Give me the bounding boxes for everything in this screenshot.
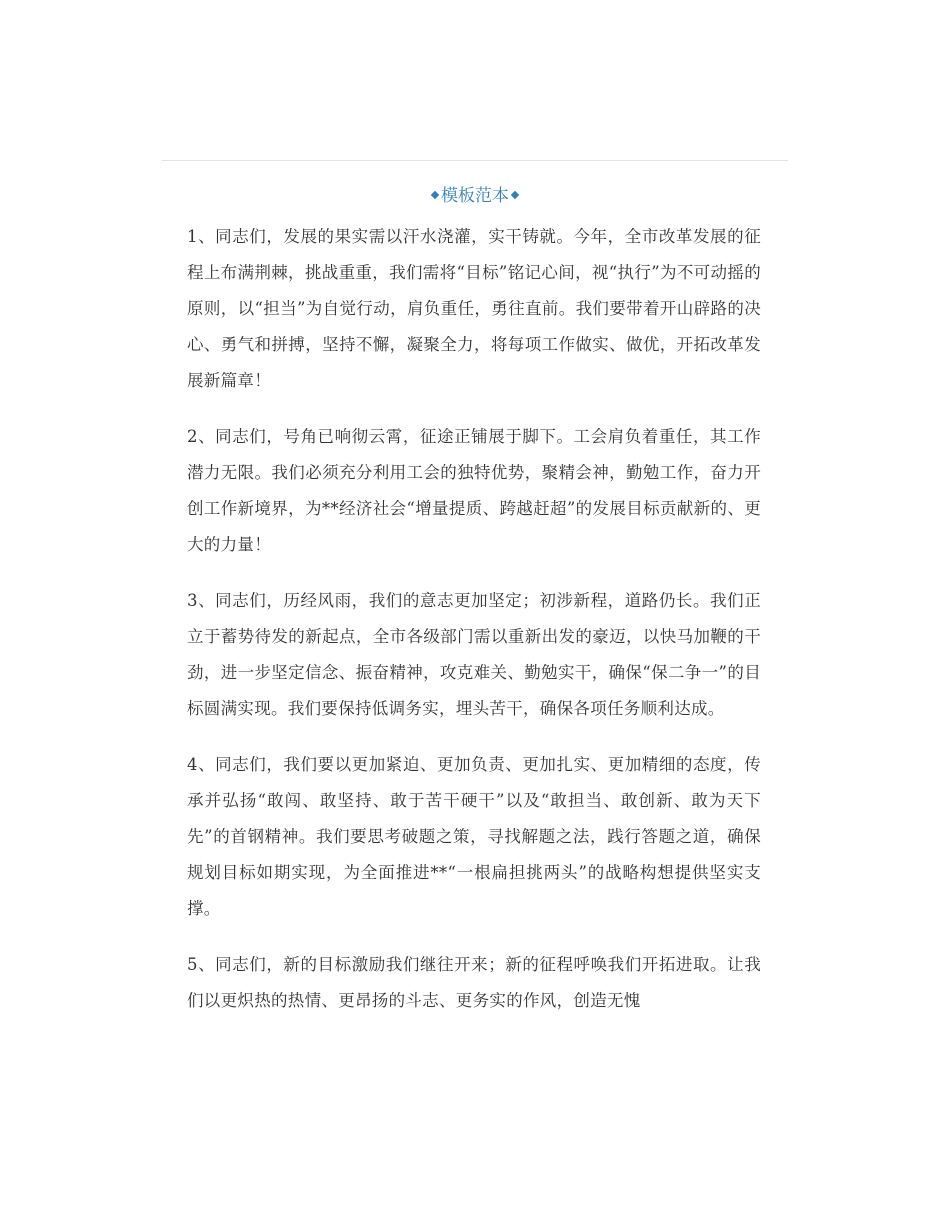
document-body (187, 219, 761, 1039)
paragraph-4: 4、同志们，我们要以更加紧迫、更加负责、更加扎实、更加精细的态度，传承并弘扬“敢闯、敢坚持、敢于苦干硬干”以及“敢担当、敢创新、敢为天下先”的首钢精神。我们要思考破题之策，寻找解题之法，践行答题之道，确保规划目标如期实现，为全面推进**“一根扁担挑两头”的战略构想提供坚实支撑。 (187, 755, 761, 918)
paragraph-1: 1、同志们，发展的果实需以汗水浇灌，实干铸就。今年，全市改革发展的征程上布满荆棘，挑战重重，我们需将“目标”铭记心间，视“执行”为不可动摇的原则，以“担当”为自觉行动，肩负重任，勇往直前。我们要带着开山辟路的决心、勇气和拼搏，坚持不懈，凝聚全力，将每项工作做实、做优，开拓改革发展新篇章！ (187, 227, 761, 390)
template-header (162, 183, 788, 209)
paragraph-2: 2、同志们，号角已响彻云霄，征途正铺展于脚下。工会肩负着重任，其工作潜力无限。我们必须充分利用工会的独特优势，聚精会神，勤勉工作，奋力开创工作新境界，为**经济社会“增量提质、跨越赶超”的发展目标贡献新的、更大的力量！ (187, 427, 761, 554)
paragraph-5: 5、同志们，新的目标激励我们继往开来；新的征程呼唤我们开拓进取。让我们以更炽热的热情、更昂扬的斗志、更务实的作风，创造无愧 (187, 955, 761, 1010)
diamond-left-icon (431, 190, 439, 198)
header-title: 模板范本 (441, 186, 509, 206)
paragraph-3: 3、同志们，历经风雨，我们的意志更加坚定；初涉新程，道路仍长。我们正立于蓄势待发的新起点，全市各级部门需以重新出发的豪迈，以快马加鞭的干劲，进一步坚定信念、振奋精神，攻克难关、勤勉实干，确保“保二争一”的目标圆满实现。我们要保持低调务实，埋头苦干，确保各项任务顺利达成。 (187, 591, 761, 718)
diamond-right-icon (511, 190, 519, 198)
top-divider (162, 160, 788, 161)
